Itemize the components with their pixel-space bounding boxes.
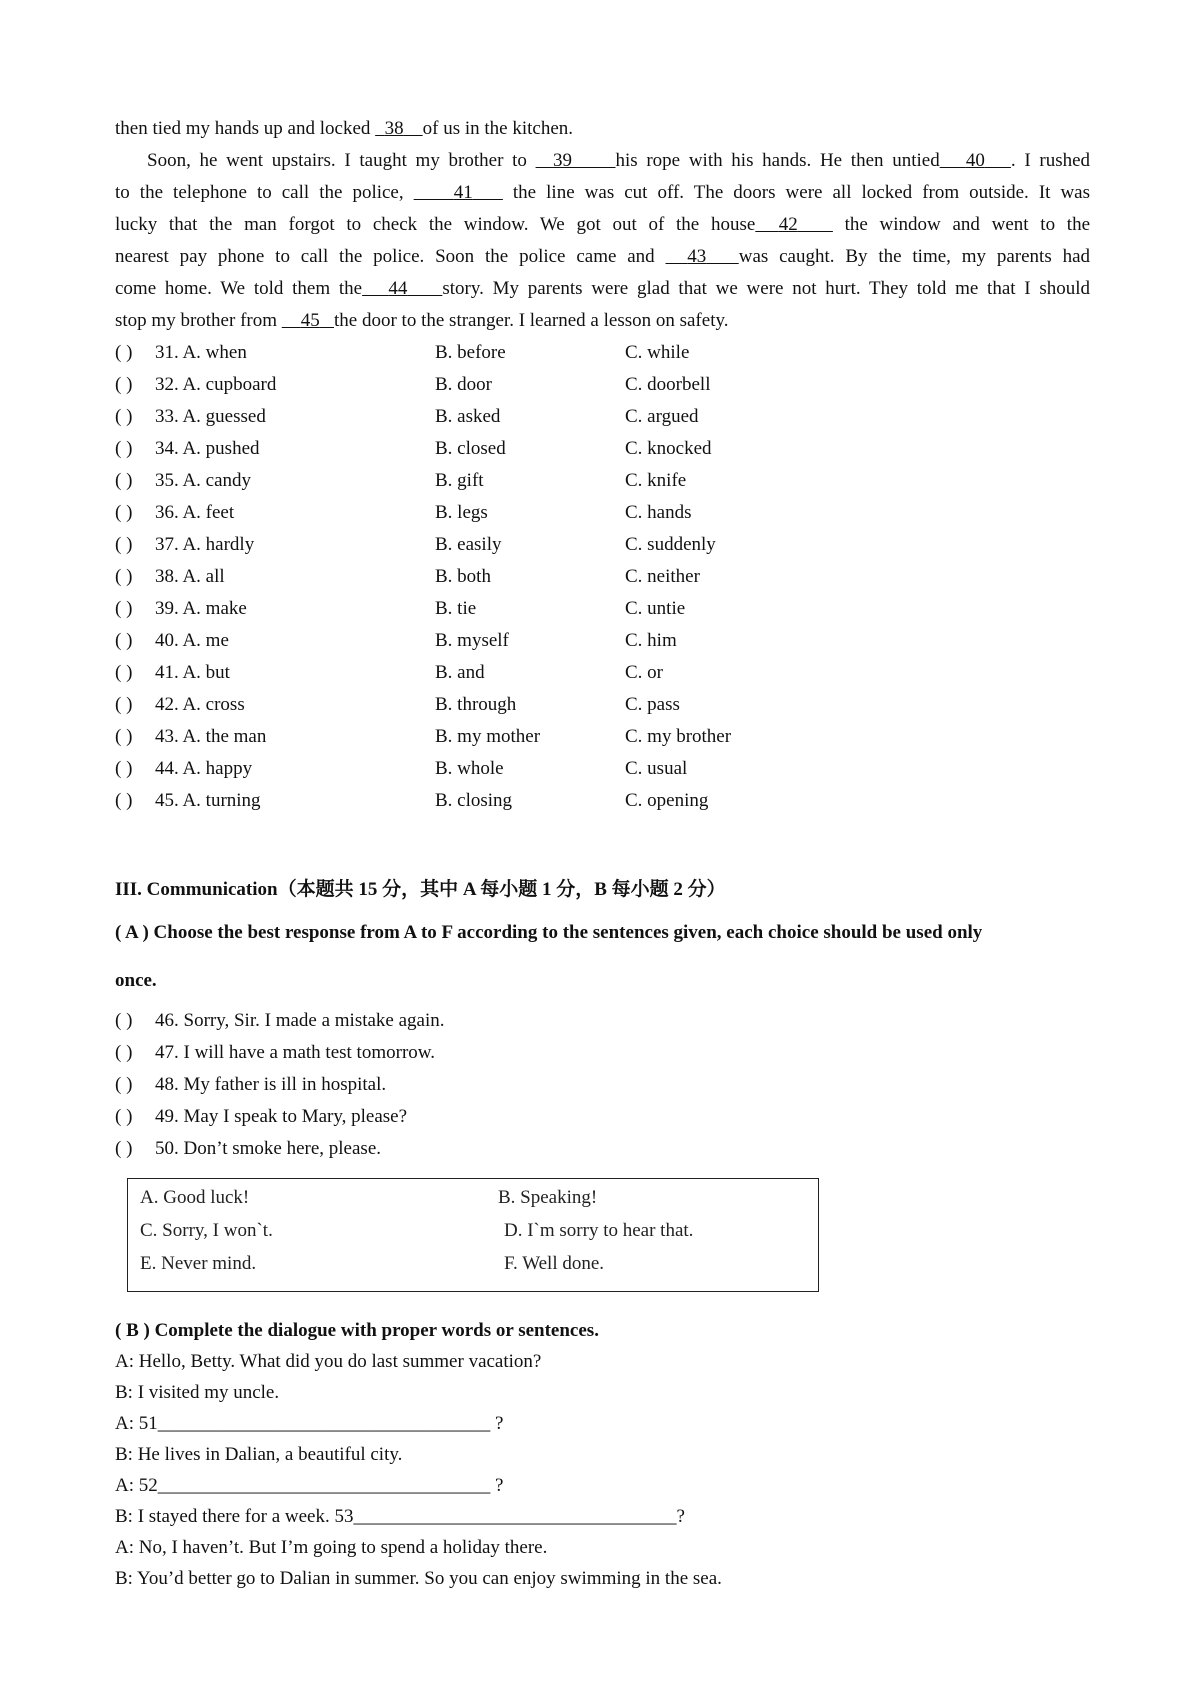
comm-item-46 (115, 1010, 815, 1036)
answer-paren[interactable]: ( ) (115, 470, 133, 491)
dialogue-line[interactable]: B: I stayed there for a week. 53__________________________________? (115, 1506, 685, 1527)
passage-text: to the telephone to call the police, (115, 182, 414, 203)
dialogue-line: B: You’d better go to Dalian in summer. So you can enjoy swimming in the sea. (115, 1568, 722, 1589)
option-b: B. and (435, 662, 485, 683)
option-b: B. door (435, 374, 492, 395)
passage-line-6 (115, 278, 1090, 300)
option-b: B. gift (435, 470, 484, 491)
comm-item-48 (115, 1074, 815, 1100)
answer-paren[interactable]: ( ) (115, 566, 133, 587)
choice-b: B. Speaking! (498, 1187, 598, 1208)
option-a: 38. A. all (155, 566, 225, 587)
option-a: 44. A. happy (155, 758, 253, 779)
option-b: B. my mother (435, 726, 541, 747)
option-c: C. him (625, 630, 677, 651)
option-c: C. hands (625, 502, 692, 523)
passage-text: the window and went to the (832, 214, 1091, 235)
option-row-37 (115, 534, 815, 560)
item-text: 48. My father is ill in hospital. (155, 1074, 387, 1095)
option-a: 34. A. pushed (155, 438, 260, 459)
answer-paren[interactable]: ( ) (115, 1106, 133, 1127)
option-row-43 (115, 726, 815, 752)
answer-paren[interactable]: ( ) (115, 758, 133, 779)
answer-paren[interactable]: ( ) (115, 1138, 133, 1159)
passage-line-2 (147, 150, 1090, 172)
blank-43: 43 (687, 246, 707, 267)
dialogue-line[interactable]: A: 52___________________________________ ? (115, 1475, 504, 1496)
passage-text: lucky that the man forgot to check the window. We got out of the house (115, 214, 756, 235)
answer-paren[interactable]: ( ) (115, 662, 133, 683)
option-b: B. through (435, 694, 517, 715)
passage-text: stop my brother from (115, 310, 282, 331)
part-a-instruction-2: once. (115, 970, 157, 991)
option-b: B. both (435, 566, 491, 587)
passage-text: Soon, he went upstairs. I taught my brother to (147, 150, 536, 171)
option-row-32 (115, 374, 815, 400)
passage-text: then tied my hands up and locked (115, 118, 376, 139)
option-a: 35. A. candy (155, 470, 252, 491)
option-c: C. my brother (625, 726, 732, 747)
passage-text: nearest pay phone to call the police. Soon the police came and (115, 246, 666, 267)
dialogue-line: A: No, I haven’t. But I’m going to spend a holiday there. (115, 1537, 548, 1558)
passage-line-7 (115, 310, 1090, 332)
passage-text: come home. We told them the (115, 278, 363, 299)
option-c: C. neither (625, 566, 700, 587)
blank-42: 42 (778, 214, 798, 235)
option-a: 31. A. when (155, 342, 247, 363)
answer-paren[interactable]: ( ) (115, 342, 133, 363)
passage-line-1 (115, 118, 1090, 140)
option-a: 32. A. cupboard (155, 374, 277, 395)
passage-line-5 (115, 246, 1090, 268)
passage-line-4 (115, 214, 1090, 236)
option-c: C. argued (625, 406, 699, 427)
comm-item-49 (115, 1106, 815, 1132)
option-row-40 (115, 630, 815, 656)
answer-paren[interactable]: ( ) (115, 790, 133, 811)
option-row-39 (115, 598, 815, 624)
item-text: 47. I will have a math test tomorrow. (155, 1042, 436, 1063)
answer-paren[interactable]: ( ) (115, 1010, 133, 1031)
option-a: 39. A. make (155, 598, 247, 619)
option-a: 40. A. me (155, 630, 229, 651)
passage-text: was caught. By the time, my parents had (738, 246, 1091, 267)
choice-a: A. Good luck! (140, 1187, 250, 1208)
blank-39: 39 (552, 150, 572, 171)
passage-text: the line was cut off. The doors were all locked from outside. It was (502, 182, 1091, 203)
part-b-heading: ( B ) Complete the dialogue with proper words or sentences. (115, 1320, 599, 1341)
answer-paren[interactable]: ( ) (115, 438, 133, 459)
dialogue-line[interactable]: A: 51___________________________________ ? (115, 1413, 504, 1434)
option-a: 42. A. cross (155, 694, 245, 715)
option-b: B. whole (435, 758, 504, 779)
answer-paren[interactable]: ( ) (115, 534, 133, 555)
option-c: C. pass (625, 694, 680, 715)
item-text: 46. Sorry, Sir. I made a mistake again. (155, 1010, 445, 1031)
option-a: 33. A. guessed (155, 406, 266, 427)
option-row-41 (115, 662, 815, 688)
answer-paren[interactable]: ( ) (115, 694, 133, 715)
answer-paren[interactable]: ( ) (115, 598, 133, 619)
choices-box (127, 1178, 819, 1292)
answer-paren[interactable]: ( ) (115, 374, 133, 395)
choice-f: F. Well done. (504, 1253, 605, 1274)
section-heading: III. Communication（本题共 15 分，其中 A 每小题 1 分，B 每小题 2 分） (115, 879, 726, 900)
option-c: C. opening (625, 790, 709, 811)
option-row-42 (115, 694, 815, 720)
option-b: B. closed (435, 438, 506, 459)
option-b: B. asked (435, 406, 501, 427)
answer-paren[interactable]: ( ) (115, 1042, 133, 1063)
choice-d: D. I`m sorry to hear that. (504, 1220, 694, 1241)
option-c: C. knife (625, 470, 687, 491)
option-a: 41. A. but (155, 662, 230, 683)
passage-text: the door to the stranger. I learned a lesson on safety. (334, 310, 729, 331)
option-row-33 (115, 406, 815, 432)
blank-38: 38 (384, 118, 404, 139)
dialogue-line: B: I visited my uncle. (115, 1382, 280, 1403)
blank-44: 44 (388, 278, 408, 299)
option-a: 43. A. the man (155, 726, 267, 747)
option-b: B. before (435, 342, 506, 363)
option-c: C. untie (625, 598, 686, 619)
option-b: B. tie (435, 598, 477, 619)
item-text: 49. May I speak to Mary, please? (155, 1106, 408, 1127)
dialogue-line: B: He lives in Dalian, a beautiful city. (115, 1444, 403, 1465)
choice-e: E. Never mind. (140, 1253, 257, 1274)
option-c: C. suddenly (625, 534, 716, 555)
option-c: C. or (625, 662, 663, 683)
option-c: C. knocked (625, 438, 712, 459)
option-row-31 (115, 342, 815, 368)
answer-paren[interactable]: ( ) (115, 726, 133, 747)
answer-paren[interactable]: ( ) (115, 630, 133, 651)
passage-text: his rope with his hands. He then untied (615, 150, 940, 171)
passage-text: of us in the kitchen. (422, 118, 574, 139)
answer-paren[interactable]: ( ) (115, 406, 133, 427)
blank-41: 41 (453, 182, 473, 203)
answer-paren[interactable]: ( ) (115, 502, 133, 523)
option-b: B. easily (435, 534, 502, 555)
blank-45: 45 (300, 310, 320, 331)
dialogue-line: A: Hello, Betty. What did you do last summer vacation? (115, 1351, 542, 1372)
passage-text: . I rushed (1010, 150, 1091, 171)
answer-paren[interactable]: ( ) (115, 1074, 133, 1095)
option-row-45 (115, 790, 815, 816)
comm-item-50 (115, 1138, 815, 1164)
passage-line-3 (115, 182, 1090, 204)
part-a-instruction-1: ( A ) Choose the best response from A to F according to the sentences given, each choice should be used only (115, 922, 983, 943)
item-text: 50. Don’t smoke here, please. (155, 1138, 382, 1159)
option-c: C. usual (625, 758, 688, 779)
option-a: 45. A. turning (155, 790, 261, 811)
option-b: B. legs (435, 502, 488, 523)
option-row-35 (115, 470, 815, 496)
comm-item-47 (115, 1042, 815, 1068)
option-a: 37. A. hardly (155, 534, 255, 555)
option-row-36 (115, 502, 815, 528)
option-c: C. while (625, 342, 690, 363)
option-row-44 (115, 758, 815, 784)
blank-40: 40 (965, 150, 985, 171)
passage-text: story. My parents were glad that we were not hurt. They told me that I should (442, 278, 1091, 299)
choice-c: C. Sorry, I won`t. (140, 1220, 273, 1241)
option-row-38 (115, 566, 815, 592)
option-a: 36. A. feet (155, 502, 235, 523)
option-c: C. doorbell (625, 374, 711, 395)
option-b: B. closing (435, 790, 513, 811)
option-b: B. myself (435, 630, 509, 651)
option-row-34 (115, 438, 815, 464)
